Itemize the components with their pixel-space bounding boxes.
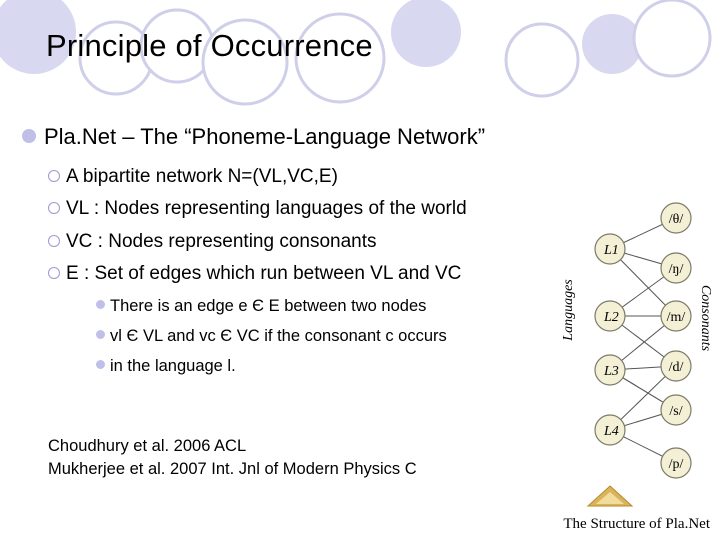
reference: Choudhury et al. 2006 ACL [48, 437, 247, 455]
language-node-label: L2 [604, 310, 619, 325]
consonant-node [661, 253, 691, 283]
reference: Mukherjee et al. 2007 Int. Jnl of Modern Physics C [48, 460, 417, 478]
language-node-label: L3 [604, 364, 619, 379]
consonant-node-label: /ŋ/ [668, 262, 684, 277]
language-node [595, 355, 625, 385]
consonant-node [661, 203, 691, 233]
consonant-nodes [661, 203, 691, 478]
consonant-node [661, 351, 691, 381]
main-bullet-text: Pla.Net – The “Phoneme-Language Network” [44, 124, 486, 149]
language-node-label: L1 [604, 243, 619, 258]
consonants-axis-label: Consonants [698, 284, 713, 352]
consonant-node-label: /p/ [668, 457, 684, 472]
language-node [595, 415, 625, 445]
sub-sub-bullet-text: in the language l. [110, 357, 236, 375]
sub-sub-bullet-text: vl Є VL and vc Є VC if the consonant c occurs [110, 327, 447, 345]
consonant-node-label: /m/ [666, 310, 686, 325]
language-nodes [595, 234, 625, 445]
language-node-label: L4 [604, 424, 619, 439]
sub-bullet-text: VC : Nodes representing consonants [66, 231, 377, 252]
language-node [595, 234, 625, 264]
consonant-node-label: /s/ [669, 404, 683, 419]
consonant-node [661, 395, 691, 425]
diagram-caption: The Structure of Pla.Net [563, 516, 710, 532]
sub-bullet-text: E : Set of edges which run between VL and VC [66, 263, 462, 284]
language-node [595, 301, 625, 331]
sub-sub-bullet-text: There is an edge e Є E between two nodes [110, 297, 427, 315]
slide-title: Principle of Occurrence [46, 28, 373, 63]
consonant-node [661, 301, 691, 331]
sub-bullet-text: VL : Nodes representing languages of the world [66, 198, 467, 219]
consonant-node-label: /θ/ [668, 212, 684, 227]
languages-axis-label: Languages [561, 279, 576, 341]
sub-bullet-text: A bipartite network N=(VL,VC,E) [66, 166, 338, 187]
consonant-node-label: /d/ [668, 360, 684, 375]
consonant-node [661, 448, 691, 478]
